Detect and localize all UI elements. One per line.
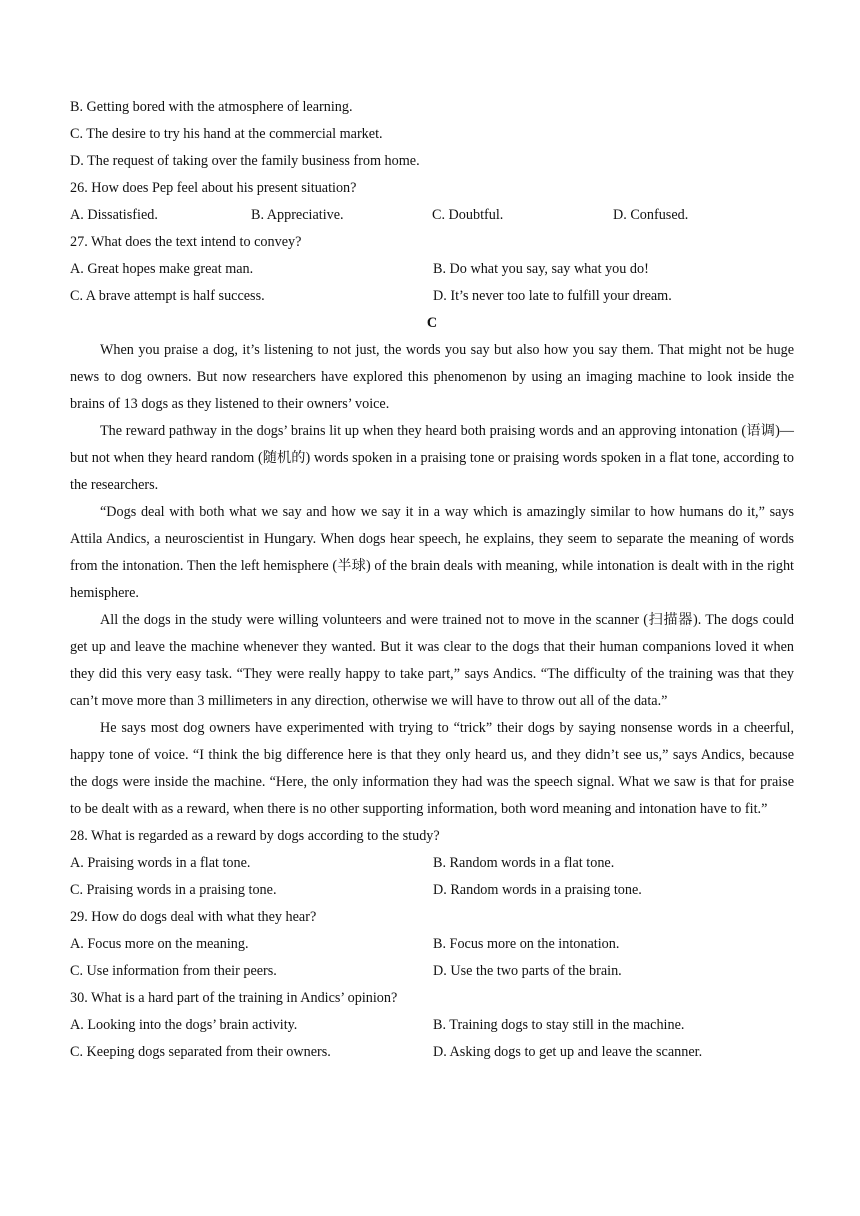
q27-options-ab [70, 256, 794, 283]
q27-options-cd [70, 283, 794, 310]
q29-option-c: C. Use information from their peers. [70, 963, 277, 979]
q26-option-a: A. Dissatisfied. [70, 207, 158, 223]
exam-page [70, 94, 794, 1066]
q28-options-cd [70, 877, 794, 904]
q25-option-b: B. Getting bored with the atmosphere of learning. [70, 99, 353, 115]
q26-option-c: C. Doubtful. [432, 207, 504, 223]
q30-option-a: A. Looking into the dogs’ brain activity. [70, 1017, 298, 1033]
q27-option-b: B. Do what you say, say what you do! [433, 261, 649, 277]
q29-question: 29. How do dogs deal with what they hear? [70, 909, 317, 925]
q27-option-a: A. Great hopes make great man. [70, 261, 254, 277]
q26-option-b: B. Appreciative. [251, 207, 344, 223]
q28-question: 28. What is regarded as a reward by dogs according to the study? [70, 828, 440, 844]
q30-option-d: D. Asking dogs to get up and leave the scanner. [433, 1044, 703, 1060]
section-heading: C [426, 315, 438, 331]
passage-paragraph-2: The reward pathway in the dogs’ brains lit up when they heard both praising words and an approving intonation (语调)—but not when they heard random (随机的) words spoken in a praising tone or praising words spoken in a flat tone, according to the researchers. [70, 423, 794, 493]
q27-option-c: C. A brave attempt is half success. [70, 288, 265, 304]
q27-option-d: D. It’s never too late to fulfill your dream. [433, 288, 672, 304]
q29-options-ab [70, 931, 794, 958]
q29-options-cd [70, 958, 794, 985]
q30-option-c: C. Keeping dogs separated from their owners. [70, 1044, 331, 1060]
q30-question: 30. What is a hard part of the training in Andics’ opinion? [70, 990, 398, 1006]
q28-option-a: A. Praising words in a flat tone. [70, 855, 251, 871]
q25-option-c: C. The desire to try his hand at the commercial market. [70, 126, 383, 142]
q28-option-b: B. Random words in a flat tone. [433, 855, 615, 871]
q28-option-d: D. Random words in a praising tone. [433, 882, 642, 898]
q28-options-ab [70, 850, 794, 877]
passage-paragraph-4: All the dogs in the study were willing volunteers and were trained not to move in the scanner (扫描器). The dogs could get up and leave the machine whenever they wanted. But it was clear to the dogs that their human companions loved it when they did this very easy task. “They were really happy to take part,” says Andics. “The difficulty of the training was that they can’t move more than 3 millimeters in any direction, otherwise we will have to throw out all of the data.” [70, 612, 794, 709]
q29-option-d: D. Use the two parts of the brain. [433, 963, 622, 979]
q30-option-b: B. Training dogs to stay still in the machine. [433, 1017, 685, 1033]
passage-paragraph-3: “Dogs deal with both what we say and how we say it in a way which is amazingly similar to how humans do it,” says Attila Andics, a neuroscientist in Hungary. When dogs hear speech, he explains, they seem to separate the meaning of words from the intonation. Then the left hemisphere (半球) of the brain deals with meaning, while intonation is dealt with in the right hemisphere. [70, 504, 794, 601]
q30-options-cd [70, 1039, 794, 1066]
q29-option-b: B. Focus more on the intonation. [433, 936, 620, 952]
passage-paragraph-5: He says most dog owners have experimented with trying to “trick” their dogs by saying nonsense words in a cheerful, happy tone of voice. “I think the big difference here is that they only heard us, and they didn’t see us,” says Andics, because the dogs were inside the machine. “Here, the only information they had was the speech signal. What we saw is that for praise to be dealt with as a reward, when there is no other supporting information, both word meaning and intonation have to fit.” [70, 720, 794, 817]
q27-question: 27. What does the text intend to convey? [70, 234, 302, 250]
q26-option-d: D. Confused. [613, 207, 689, 223]
q30-options-ab [70, 1012, 794, 1039]
passage-paragraph-1: When you praise a dog, it’s listening to not just, the words you say but also how you say them. That might not be huge news to dog owners. But now researchers have explored this phenomenon by using an imaging machine to look inside the brains of 13 dogs as they listened to their owners’ voice. [70, 342, 794, 412]
q26-question: 26. How does Pep feel about his present situation? [70, 180, 357, 196]
q25-option-d: D. The request of taking over the family business from home. [70, 153, 420, 169]
q26-options [70, 202, 794, 229]
q29-option-a: A. Focus more on the meaning. [70, 936, 249, 952]
q28-option-c: C. Praising words in a praising tone. [70, 882, 277, 898]
